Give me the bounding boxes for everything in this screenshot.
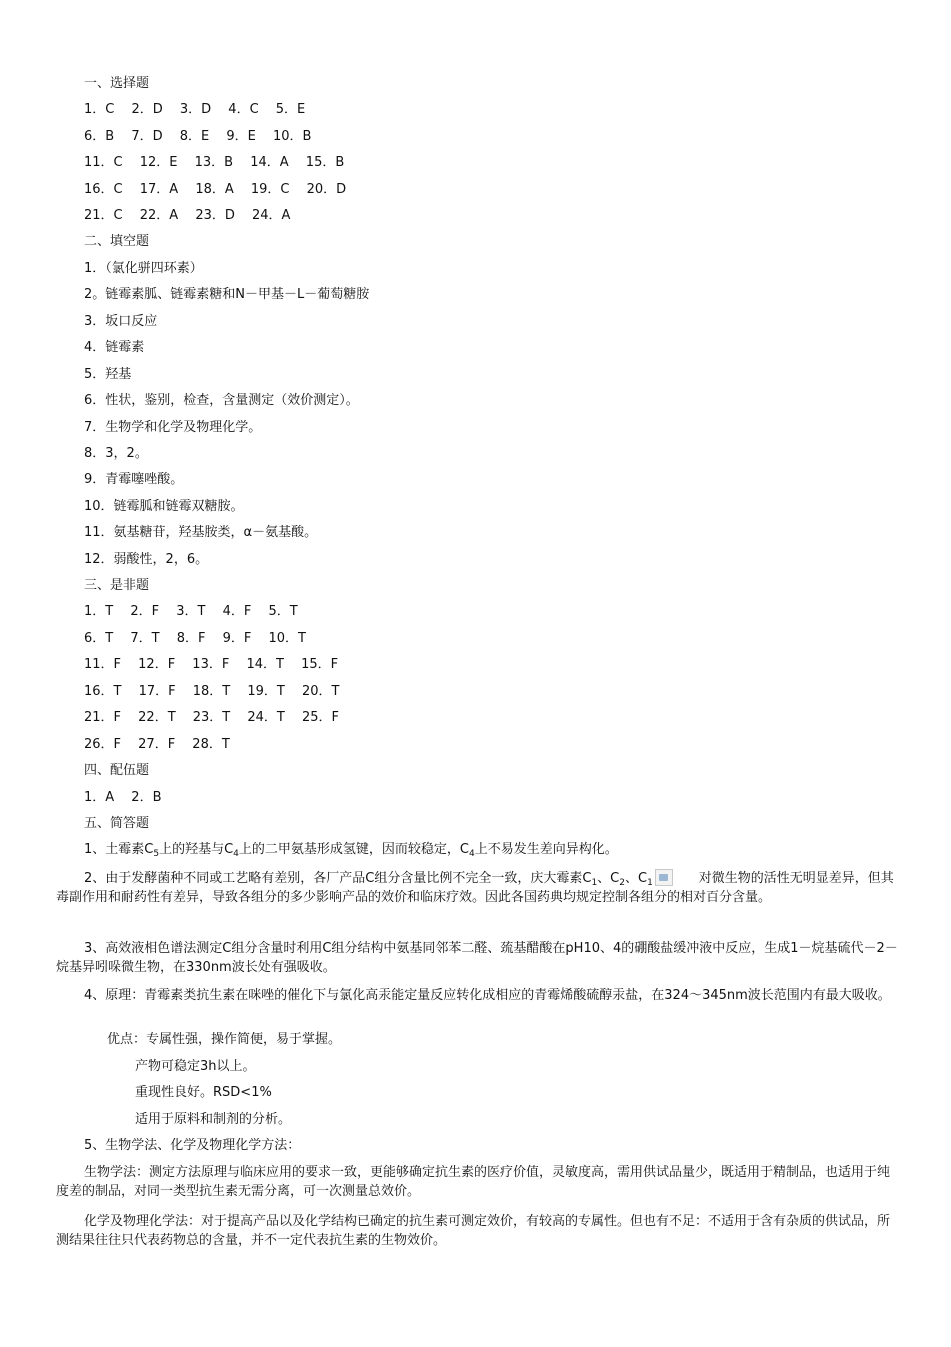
truefalse-line: 6．T 7．T 8．F 9．F 10．T — [84, 631, 306, 646]
fill-line: 7．生物学和化学及物理化学。 — [84, 420, 262, 435]
section-title-short-answer: 五、简答题 — [84, 816, 150, 831]
section-title-truefalse: 三、是非题 — [84, 578, 150, 593]
fill-line: 9．青霉噻唑酸。 — [84, 472, 184, 487]
section-title-matching: 四、配伍题 — [84, 763, 150, 778]
choice-line: 1．C 2．D 3．D 4．C 5．E — [84, 102, 306, 117]
section-title-fill: 二、填空题 — [84, 234, 150, 249]
answer-5-chemical: 化学及物理化学法：对于提高产品以及化学结构已确定的抗生素可测定效价，有较高的专属性。但也有不足：不适用于含有杂质的供试品，所测结果往往只代表药物总的含量，并不一定代表抗生素的生物效价。 — [56, 1214, 891, 1248]
answer-4-advantage: 产物可稳定3h以上。 — [135, 1059, 256, 1074]
truefalse-line: 11．F 12．F 13．F 14．T 15．F — [84, 657, 339, 672]
section-title-choice: 一、选择题 — [84, 76, 150, 91]
choice-line: 11．C 12．E 13．B 14．A 15．B — [84, 155, 345, 170]
matching-line: 1．A 2．B — [84, 790, 162, 805]
fill-line: 3．坂口反应 — [84, 314, 158, 329]
fill-line: 11．氨基糖苷，羟基胺类，α－氨基酸。 — [84, 525, 318, 540]
broken-image-icon — [655, 869, 673, 886]
fill-line: 2。链霉素胍、链霉素糖和N－甲基－L－葡萄糖胺 — [84, 287, 370, 302]
fill-line: 6．性状，鉴别，检查，含量测定（效价测定）。 — [84, 393, 359, 408]
answer-4-advantage: 适用于原料和制剂的分析。 — [135, 1112, 292, 1127]
answer-5-biological: 生物学法：测定方法原理与临床应用的要求一致，更能够确定抗生素的医疗价值，灵敏度高，需用供试品量少，既适用于精制品，也适用于纯度差的制品，对同一类型抗生素无需分离，可一次测量总效价。 — [56, 1165, 891, 1199]
fill-line: 12．弱酸性，2，6。 — [84, 552, 209, 567]
fill-line: 8．3，2。 — [84, 446, 148, 461]
answer-2: 2、由于发酵菌种不同或工艺略有差别，各厂产品C组分含量比例不完全一致，庆大霉素$C_1$、$C_2$、$C_1$ 对微生物的活性无明显差异，但其毒副作用和耐药性有差异，导致各组分的多少影响产品的效价和临床疗效。因此各国药典均规定控制各组分的相对百分含量。 — [56, 871, 894, 905]
truefalse-line: 26．F 27．F 28．T — [84, 737, 230, 752]
answer-4-advantage: 优点：专属性强，操作简便，易于掌握。 — [107, 1032, 342, 1047]
choice-line: 16．C 17．A 18．A 19．C 20．D — [84, 182, 347, 197]
answer-5: 5、生物学法、化学及物理化学方法： — [84, 1138, 301, 1153]
truefalse-line: 16．T 17．F 18．T 19．T 20．T — [84, 684, 340, 699]
truefalse-line: 21．F 22．T 23．T 24．T 25．F — [84, 710, 340, 725]
choice-line: 6．B 7．D 8．E 9．E 10．B — [84, 129, 312, 144]
answer-4: 4、原理：青霉素类抗生素在咪唑的催化下与氯化高汞能定量反应转化成相应的青霉烯酸硫醇汞盐，在324～345nm波长范围内有最大吸收。 — [84, 988, 891, 1003]
truefalse-line: 1．T 2．F 3．T 4．F 5．T — [84, 604, 298, 619]
fill-line: 4．链霉素 — [84, 340, 145, 355]
fill-line: 1．（氯化骈四环素） — [84, 261, 203, 276]
answer-1: 1、土霉素$C_5$上的羟基与$C_4$上的二甲氨基形成氢键，因而较稳定，$C_4$上不易发生差向异构化。 — [84, 842, 618, 859]
answer-3: 3、高效液相色谱法测定C组分含量时利用C组分结构中氨基同邻苯二醛、巯基醋酸在pH10、4的硼酸盐缓冲液中反应，生成1－烷基硫代－2－烷基异吲哚微生物，在330nm波长处有强吸收。 — [56, 941, 898, 975]
fill-line: 10．链霉胍和链霉双糖胺。 — [84, 499, 244, 514]
fill-line: 5．羟基 — [84, 367, 132, 382]
answer-4-advantage: 重现性良好。RSD<1% — [135, 1085, 272, 1100]
choice-line: 21．C 22．A 23．D 24．A — [84, 208, 291, 223]
